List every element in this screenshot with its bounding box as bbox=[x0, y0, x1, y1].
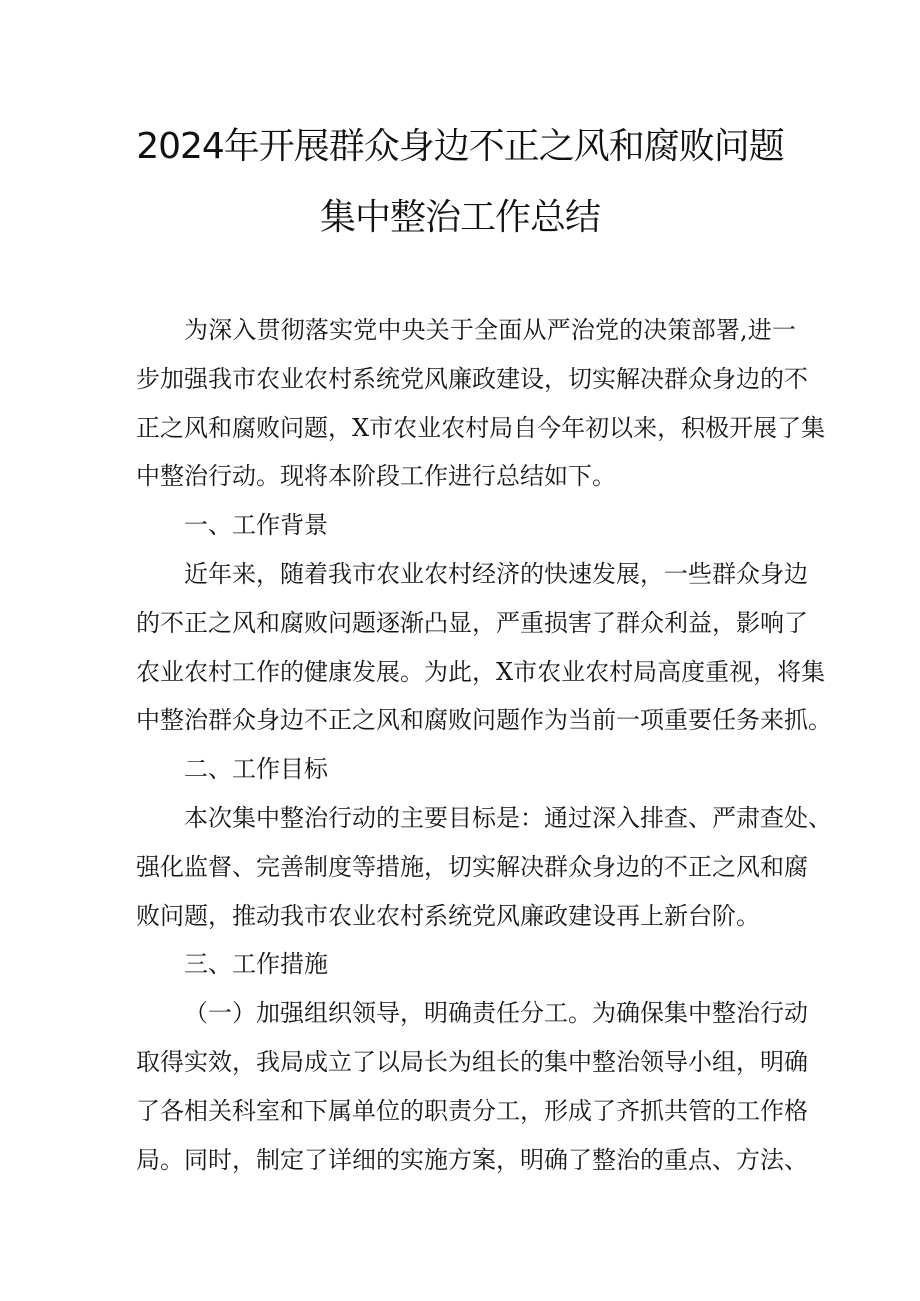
paragraph-line: （一）加强组织领导，明确责任分工。为确保集中整治行动 bbox=[184, 999, 808, 1028]
paragraph-line: 中整治群众身边不正之风和腐败问题作为当前一项重要任务来抓。 bbox=[136, 706, 832, 735]
document-body bbox=[136, 306, 832, 1184]
paragraph-line: 了各相关科室和下属单位的职责分工，形成了齐抓共管的工作格 bbox=[136, 1096, 808, 1125]
paragraph-line: 的不正之风和腐败问题逐渐凸显，严重损害了群众利益，影响了 bbox=[136, 608, 808, 637]
section-heading: 三、工作措施 bbox=[184, 950, 328, 979]
paragraph-line: 中整治行动。现将本阶段工作进行总结如下。 bbox=[136, 462, 616, 491]
section-heading: 一、工作背景 bbox=[184, 511, 328, 540]
paragraph-line: 正之风和腐败问题，X市农业农村局自今年初以来，积极开展了集 bbox=[136, 413, 826, 442]
document-title-line-2: 集中整治工作总结 bbox=[319, 197, 600, 238]
paragraph-line: 本次集中整治行动的主要目标是：通过深入排查、严肃查处、 bbox=[184, 803, 832, 832]
section-heading: 二、工作目标 bbox=[184, 755, 328, 784]
paragraph-line: 为深入贯彻落实党中央关于全面从严治党的决策部署,进一 bbox=[184, 316, 796, 344]
document-title-line-1: 2024年开展群众身边不正之风和腐败问题 bbox=[136, 126, 784, 167]
paragraph-line: 近年来，随着我市农业农村经济的快速发展，一些群众身边 bbox=[184, 559, 808, 588]
paragraph-line: 农业农村工作的健康发展。为此，X市农业农村局高度重视，将集 bbox=[136, 657, 826, 686]
paragraph-line: 取得实效，我局成立了以局长为组长的集中整治领导小组，明确 bbox=[136, 1047, 808, 1076]
paragraph-line: 败问题，推动我市农业农村系统党风廉政建设再上新台阶。 bbox=[136, 901, 760, 930]
paragraph-line: 局。同时，制定了详细的实施方案，明确了整治的重点、方法、 bbox=[136, 1145, 808, 1174]
paragraph-line: 步加强我市农业农村系统党风廉政建设，切实解决群众身边的不 bbox=[136, 364, 808, 393]
paragraph-line: 强化监督、完善制度等措施，切实解决群众身边的不正之风和腐 bbox=[136, 852, 808, 881]
